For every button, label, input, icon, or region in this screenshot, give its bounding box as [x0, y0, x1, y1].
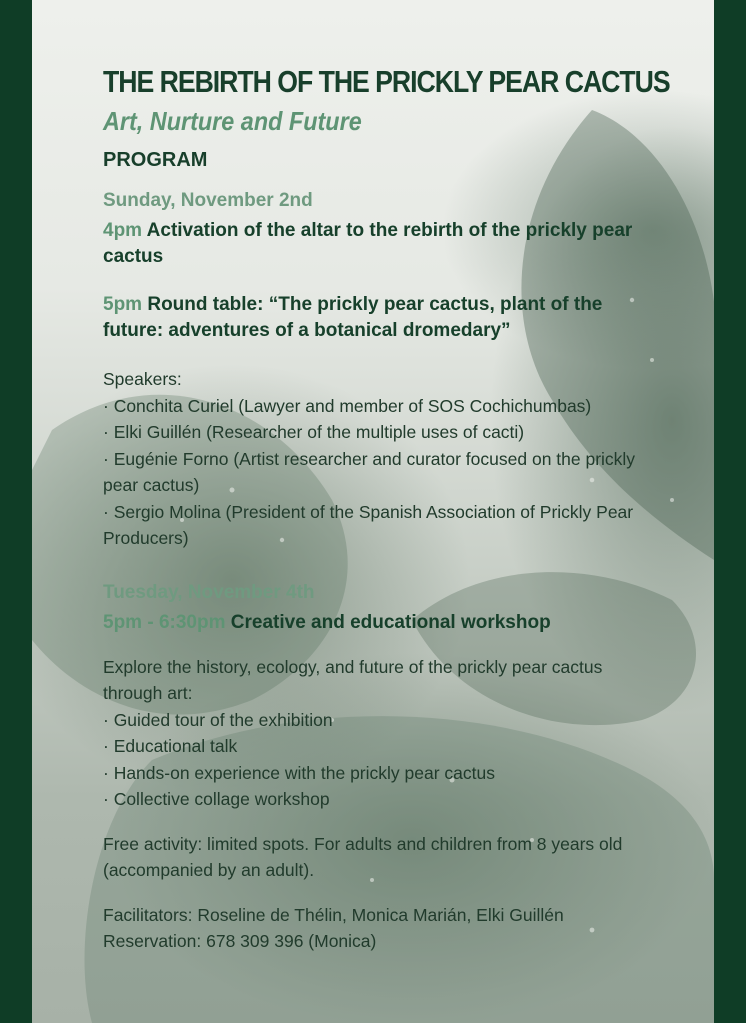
day1-event-2 — [103, 292, 663, 344]
list-item: · Guided tour of the exhibition — [103, 709, 333, 730]
list-item: · Elki Guillén (Researcher of the multiple uses of cacti) — [103, 422, 525, 442]
day2-event — [103, 610, 663, 636]
event-description: Creative and educational workshop — [230, 611, 551, 633]
list-item: · Educational talk — [103, 736, 238, 756]
event-subtitle: Art, Nurture and Future — [103, 106, 362, 136]
day2-date: Tuesday, November 4th — [103, 581, 315, 603]
list-item: · Collective collage workshop — [103, 789, 330, 809]
day1-event-1 — [103, 218, 663, 270]
workshop-intro: Explore the history, ecology, and future of the prickly pear cactus through art: — [103, 656, 603, 703]
day1-date: Sunday, November 2nd — [103, 190, 313, 211]
event-description: Activation of the altar to the rebirth of the prickly pear cactus — [103, 220, 633, 267]
list-item: · Conchita Curiel (Lawyer and member of SOS Cochichumbas) — [103, 395, 592, 416]
speakers-section — [103, 366, 663, 552]
list-item: · Sergio Molina (President of the Spanish Association of Prickly Pear Producers) — [103, 501, 634, 548]
reservation: Reservation: 678 309 396 (Monica) — [103, 931, 377, 951]
event-description: Round table: “The prickly pear cactus, plant of the future: adventures of a botanical dromedary” — [103, 294, 603, 341]
event-title: THE REBIRTH OF THE PRICKLY PEAR CACTUS — [103, 64, 670, 99]
speakers-list — [103, 393, 663, 552]
program-content — [103, 64, 670, 955]
event-time: 5pm — [103, 294, 143, 315]
workshop-details — [103, 654, 663, 813]
list-item: · Hands-on experience with the prickly pear cactus — [103, 762, 495, 783]
event-time: 4pm — [103, 220, 143, 241]
contact-info — [103, 902, 663, 955]
list-item: · Eugénie Forno (Artist researcher and curator focused on the prickly pear cactus) — [103, 448, 636, 495]
free-activity-note: Free activity: limited spots. For adults and children from 8 years old (accompanied by an adult). — [103, 833, 623, 880]
facilitators: Facilitators: Roseline de Thélin, Monica Marián, Elki Guillén — [103, 904, 564, 925]
event-time: 5pm - 6:30pm — [103, 611, 226, 633]
speakers-label: Speakers: — [103, 369, 182, 389]
program-heading: PROGRAM — [103, 149, 208, 171]
flyer-page — [32, 0, 714, 1023]
activities-list — [103, 707, 663, 813]
